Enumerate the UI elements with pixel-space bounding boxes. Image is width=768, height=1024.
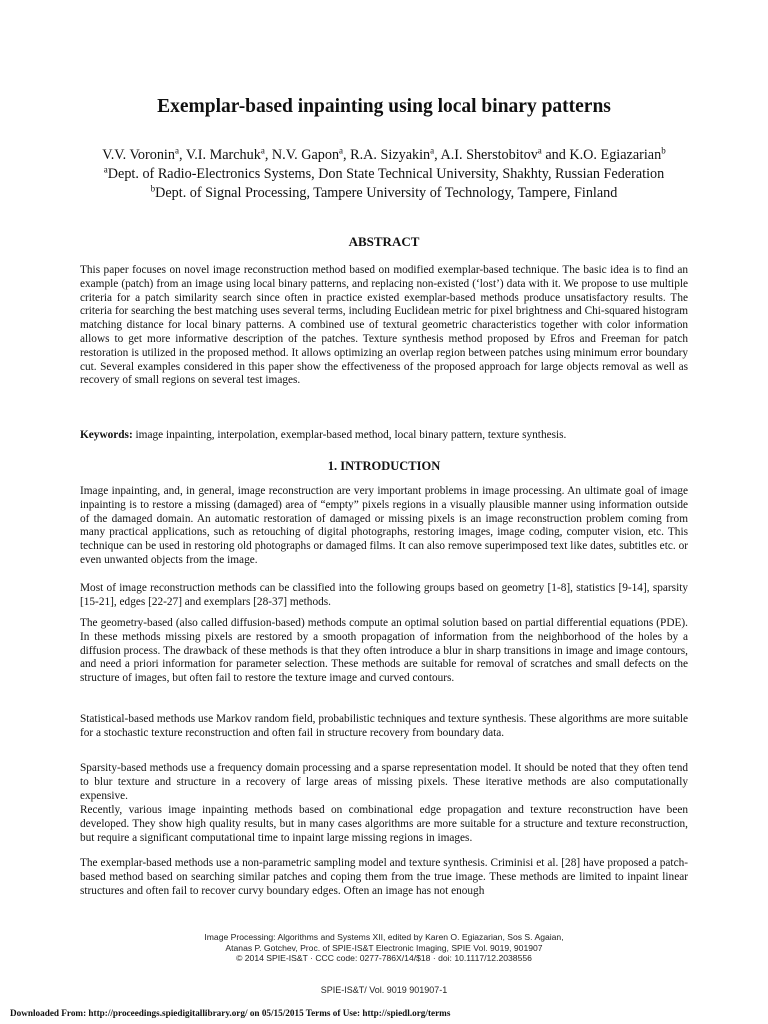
keywords-label: Keywords: (80, 429, 133, 441)
body-paragraph: The exemplar-based methods use a non-parametric sampling model and texture synthesis. Criminisi et al. [28] have proposed a patch-based method based on searching similar patches and coping them from the true image. These methods are limited to inpaint linear structures and often fail to recover curvy boundary edges. Often an image has not enough (80, 857, 688, 897)
affiliation-mark: b (150, 183, 156, 194)
affiliation-mark: a (260, 145, 265, 156)
author: V.I. Marchuk (185, 147, 261, 163)
keywords-line (80, 429, 688, 443)
page-identifier: SPIE-IS&T/ Vol. 9019 901907-1 (320, 985, 448, 995)
affiliation-mark: b (661, 145, 666, 156)
affiliation-mark: a (339, 145, 344, 156)
body-paragraph: Sparsity-based methods use a frequency domain processing and a sparse representation model. It should be noted that they often tend to blur texture and structure in a recovery of large areas of missing pixels. These iterative methods are also computationally expensive. (80, 762, 688, 802)
affiliation-mark: a (537, 145, 542, 156)
abstract-text: This paper focuses on novel image reconstruction method based on modified exemplar-based technique. The basic idea is to find an example (patch) from an image using local binary patterns, and replacing non-existed (‘lost’) data with it. We propose to use multiple criteria for a patch similarity search since often in practice existed exemplar-based methods produce unsatisfactory results. The criteria for searching the best matching uses several terms, including Euclidean metric for pixel brightness and Chi-squared histogram matching distance for local binary patterns. A combined use of textural geometric characteristics together with color information allows to get more informative description of the patches. Texture synthesis method proposed by Efros and Freeman for patch restoration is utilized in the proposed method. It allows optimizing an overlap region between patches using minimum error boundary cut. Several examples considered in this paper show the effectiveness of the proposed approach for large objects removal as well as recovery of small regions on several test images. (80, 264, 688, 387)
author: A.I. Sherstobitov (440, 147, 538, 163)
body-paragraph: Most of image reconstruction methods can be classified into the following groups based on geometry [1-8], statistics [9-14], sparsity [15-21], edges [22-27] and exemplars [28-37] methods. (80, 582, 688, 608)
body-paragraph: The geometry-based (also called diffusion-based) methods compute an optimal solution based on partial differential equations (PDE). In these methods missing pixels are restored by a smooth propagation of information from the neighborhood of the holes by a diffusion process. The drawback of these methods is that they often introduce a blur in sharp transitions in image and image contours, and need a priori information for parameter selection. These methods are suitable for removal of scratches and small defects on the structure of images, but often fail to restore the texture image and curved contours. (80, 617, 688, 685)
section-heading-introduction: 1. INTRODUCTION (327, 459, 441, 473)
affiliation-mark: a (430, 145, 435, 156)
download-note: Downloaded From: http://proceedings.spiedigitallibrary.org/ on 05/15/2015 Terms of Use: http://spiedl.org/terms (10, 1008, 451, 1018)
affiliation-a: $^a$Dept. of Radio-Electronics Systems, Don State Technical University, Shakhty, Russian Federation (103, 164, 665, 182)
body-paragraph: Recently, various image inpainting methods based on combinational edge propagation and texture reconstruction have been developed. They show high quality results, but in many cases algorithms are more suitable for a structure and texture reconstruction, but require a significant computational time to inpaint large missing regions in images. (80, 804, 688, 844)
publication-info: Image Processing: Algorithms and Systems XII, edited by Karen O. Egiazarian, Sos S. Agaian, Atanas P. Gotchev, Proc. of SPIE-IS&T Electronic Imaging, SPIE Vol. 9019, 901907 © 2014 SPIE-IS&T · CCC code: 0277-786X/14/$18 · doi: 10.1117/12.2038556 (204, 932, 564, 963)
keywords-text: image inpainting, interpolation, exemplar-based method, local binary pattern, texture synthesis. (132, 429, 567, 441)
body-paragraph: Statistical-based methods use Markov random field, probabilistic techniques and texture synthesis. These algorithms are more suitable for a stochastic texture reconstruction and often fail in structure recovery from boundary data. (80, 713, 688, 739)
author-list: V.V. Voronin$^a$, V.I. Marchuk$^a$, N.V. Gapon$^a$, R.A. Sizyakin$^a$, A.I. Sherstobitov$^a$ and K.O. Egiazarian$^b$ (102, 145, 666, 163)
author: R.A. Sizyakin (350, 147, 431, 163)
affiliation-mark: a (174, 145, 179, 156)
author: K.O. Egiazarian (569, 147, 662, 163)
paper-title: Exemplar-based inpainting using local binary patterns (157, 96, 611, 117)
body-paragraph: Image inpainting, and, in general, image reconstruction are very important problems in image processing. An ultimate goal of image inpainting is to restore a missing (damaged) area of “empty” pixels regions in a visually plausible manner using information outside of the damaged domain. An automatic restoration of damaged or missing pixels is an image reconstruction problem coming from many practical applications, such as retouching of digital photographs, restoring images, image coding, computer vision, etc. This technique can be used in restoring old photographs or damaged films. It can also remove superimposed text like dates, subtitles etc. or even unwanted objects from the image. (80, 485, 688, 566)
abstract-heading: ABSTRACT (348, 234, 420, 249)
author: N.V. Gapon (271, 147, 340, 163)
affiliation-mark: a (103, 164, 108, 175)
affiliation-b: $^b$Dept. of Signal Processing, Tampere University of Technology, Tampere, Finland (150, 183, 618, 201)
author: V.V. Voronin (102, 147, 175, 163)
